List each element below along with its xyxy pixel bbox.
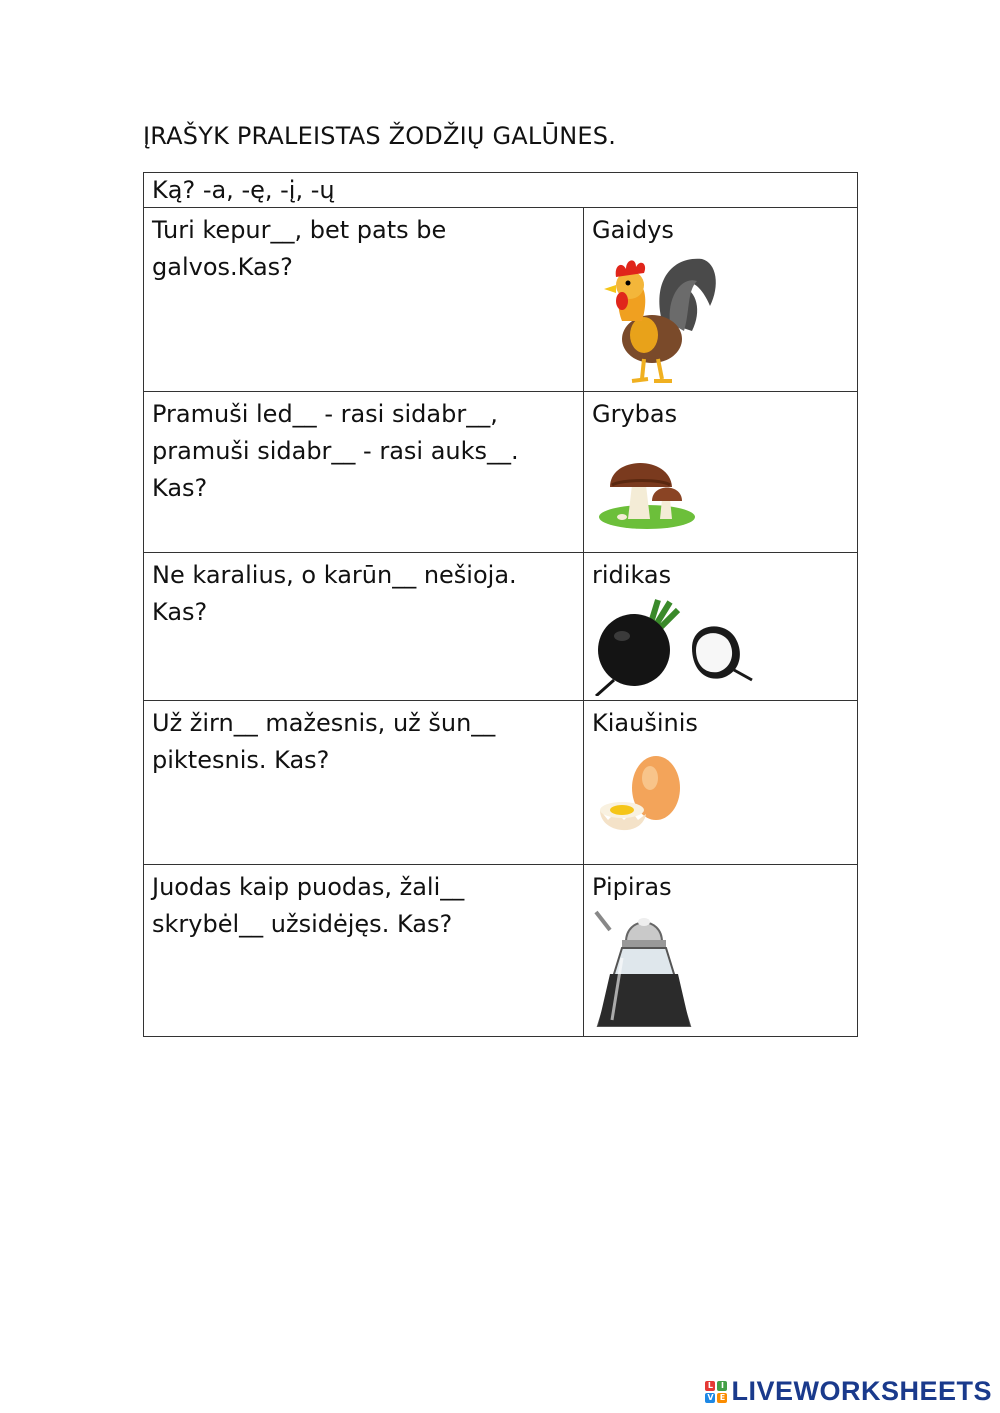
table-row bbox=[144, 553, 858, 701]
table-row bbox=[144, 208, 858, 392]
answer-cell bbox=[584, 208, 858, 392]
answer-cell bbox=[584, 865, 858, 1037]
mushroom-icon bbox=[592, 435, 702, 535]
table-row bbox=[144, 392, 858, 553]
table-header-row bbox=[144, 173, 858, 208]
brand-name: LIVEWORKSHEETS bbox=[731, 1376, 992, 1406]
answer-label: Pipiras bbox=[592, 873, 672, 901]
table-row bbox=[144, 865, 858, 1037]
pepper-shaker-icon bbox=[592, 908, 697, 1032]
answer-cell bbox=[584, 553, 858, 701]
riddle-text: Pramuši led__ - rasi sidabr__, pramuši sidabr__ - rasi auks__. Kas? bbox=[144, 392, 584, 553]
worksheet-title: ĮRAŠYK PRALEISTAS ŽODŽIŲ GALŪNES. bbox=[143, 122, 617, 150]
riddle-text: Turi kepur__, bet pats be galvos.Kas? bbox=[144, 208, 584, 392]
answer-label: Grybas bbox=[592, 400, 678, 428]
riddle-table bbox=[143, 172, 858, 1037]
riddle-text: Ne karalius, o karūn__ nešioja. Kas? bbox=[144, 553, 584, 701]
logo-mark-icon: L I V E bbox=[705, 1381, 727, 1403]
riddle-text: Už žirn__ mažesnis, už šun__ piktesnis. Kas? bbox=[144, 701, 584, 865]
table-row bbox=[144, 701, 858, 865]
radish-icon bbox=[592, 596, 757, 696]
endings-hint: Ką? -a, -ę, -į, -ų bbox=[144, 173, 858, 208]
liveworksheets-logo bbox=[705, 1376, 992, 1407]
answer-cell bbox=[584, 701, 858, 865]
answer-label: Gaidys bbox=[592, 216, 674, 244]
answer-label: Kiaušinis bbox=[592, 709, 698, 737]
riddle-text: Juodas kaip puodas, žali__ skrybėl__ užsidėjęs. Kas? bbox=[144, 865, 584, 1037]
answer-cell bbox=[584, 392, 858, 553]
egg-icon bbox=[592, 744, 692, 844]
rooster-icon bbox=[592, 251, 722, 387]
answer-label: ridikas bbox=[592, 561, 672, 589]
